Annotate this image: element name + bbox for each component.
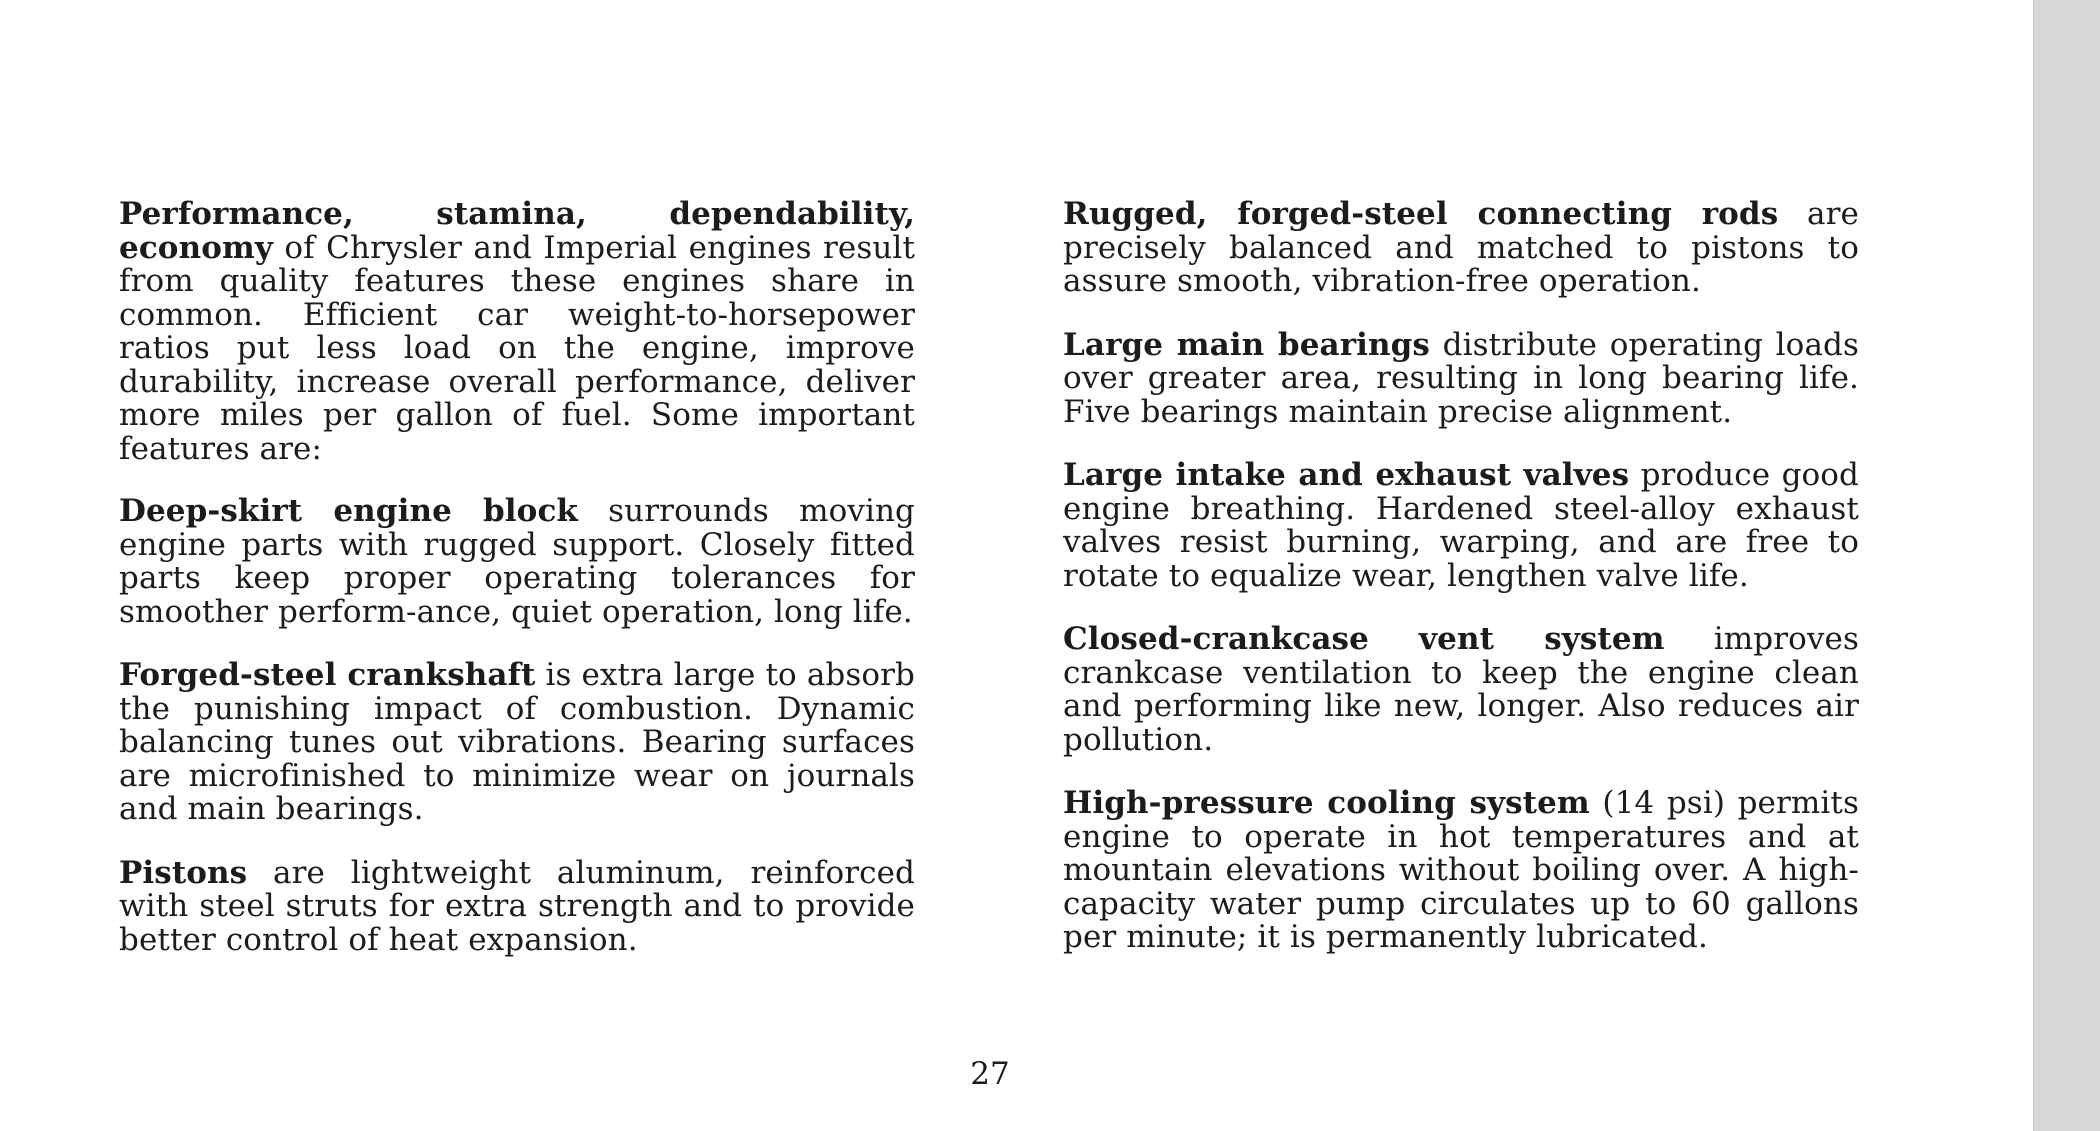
paragraph-body: are lightweight aluminum, reinforced with steel struts for extra strength and to provide better control of heat expansion. bbox=[119, 854, 915, 958]
paragraph-body: (14 psi) permits engine to operate in hot temperatures and at mountain elevations without boiling over. A high-capacity water pump circulates up to 60 gallons per minute; it is permanently lubricated. bbox=[1063, 785, 1859, 955]
paragraph-body: surrounds moving engine parts with rugged support. Closely fitted parts keep proper operating tolerances for smoother perform-ance, quiet operation, long life. bbox=[119, 493, 915, 630]
scan-edge-strip bbox=[2033, 0, 2100, 1131]
page-number: 27 bbox=[970, 1056, 1010, 1092]
paragraph-cooling-system bbox=[1063, 787, 1859, 955]
paragraph-valves bbox=[1063, 459, 1859, 593]
paragraph-heading: Performance, stamina, dependability, economy bbox=[119, 196, 915, 266]
paragraph-heading: Closed-crankcase vent system bbox=[1063, 621, 1665, 657]
paragraph-main-bearings bbox=[1063, 326, 1859, 430]
paragraph-engine-block bbox=[119, 495, 915, 629]
paragraph-body: are precisely balanced and matched to pistons to assure smooth, vibration-free operation. bbox=[1063, 196, 1859, 299]
paragraph-heading: Rugged, forged-steel connecting rods bbox=[1063, 196, 1779, 232]
paragraph-heading: Large intake and exhaust valves bbox=[1063, 457, 1630, 493]
paragraph-body: is extra large to absorb the punishing impact of combustion. Dynamic balancing tunes out vibrations. Bearing surfaces are microfinished to minimize wear on journals and main bearings. bbox=[119, 657, 915, 827]
paragraph-heading: Large main bearings bbox=[1063, 326, 1430, 363]
paragraph-heading: Forged-steel crankshaft bbox=[119, 657, 536, 693]
paragraph-connecting-rods bbox=[1063, 198, 1859, 299]
paragraph-heading: High-pressure cooling system bbox=[1063, 785, 1590, 821]
right-text-column bbox=[1063, 198, 1859, 955]
paragraph-heading: Pistons bbox=[119, 854, 248, 891]
paragraph-crankcase-vent bbox=[1063, 623, 1859, 757]
paragraph-heading: Deep-skirt engine block bbox=[119, 493, 578, 529]
left-text-column bbox=[119, 198, 915, 957]
paragraph-body: of Chrysler and Imperial engines result from quality features these engines share in common. Efficient car weight-to-horsepower ratios put less load on the engine, improve durability, increase overall performance, deliver more miles per gallon of fuel. Some important features are: bbox=[119, 229, 915, 467]
paragraph-pistons bbox=[119, 854, 915, 958]
paragraph-body: produce good engine breathing. Hardened steel-alloy exhaust valves resist burning, warping, and are free to rotate to equalize wear, lengthen valve life. bbox=[1063, 457, 1859, 594]
paragraph-crankshaft bbox=[119, 659, 915, 827]
paragraph-body: improves crankcase ventilation to keep the engine clean and performing like new, longer. Also reduces air pollution. bbox=[1063, 621, 1859, 758]
paragraph-performance bbox=[119, 198, 915, 466]
paragraph-body: distribute operating loads over greater area, resulting in long bearing life. Five bearings maintain precise alignment. bbox=[1063, 326, 1859, 430]
